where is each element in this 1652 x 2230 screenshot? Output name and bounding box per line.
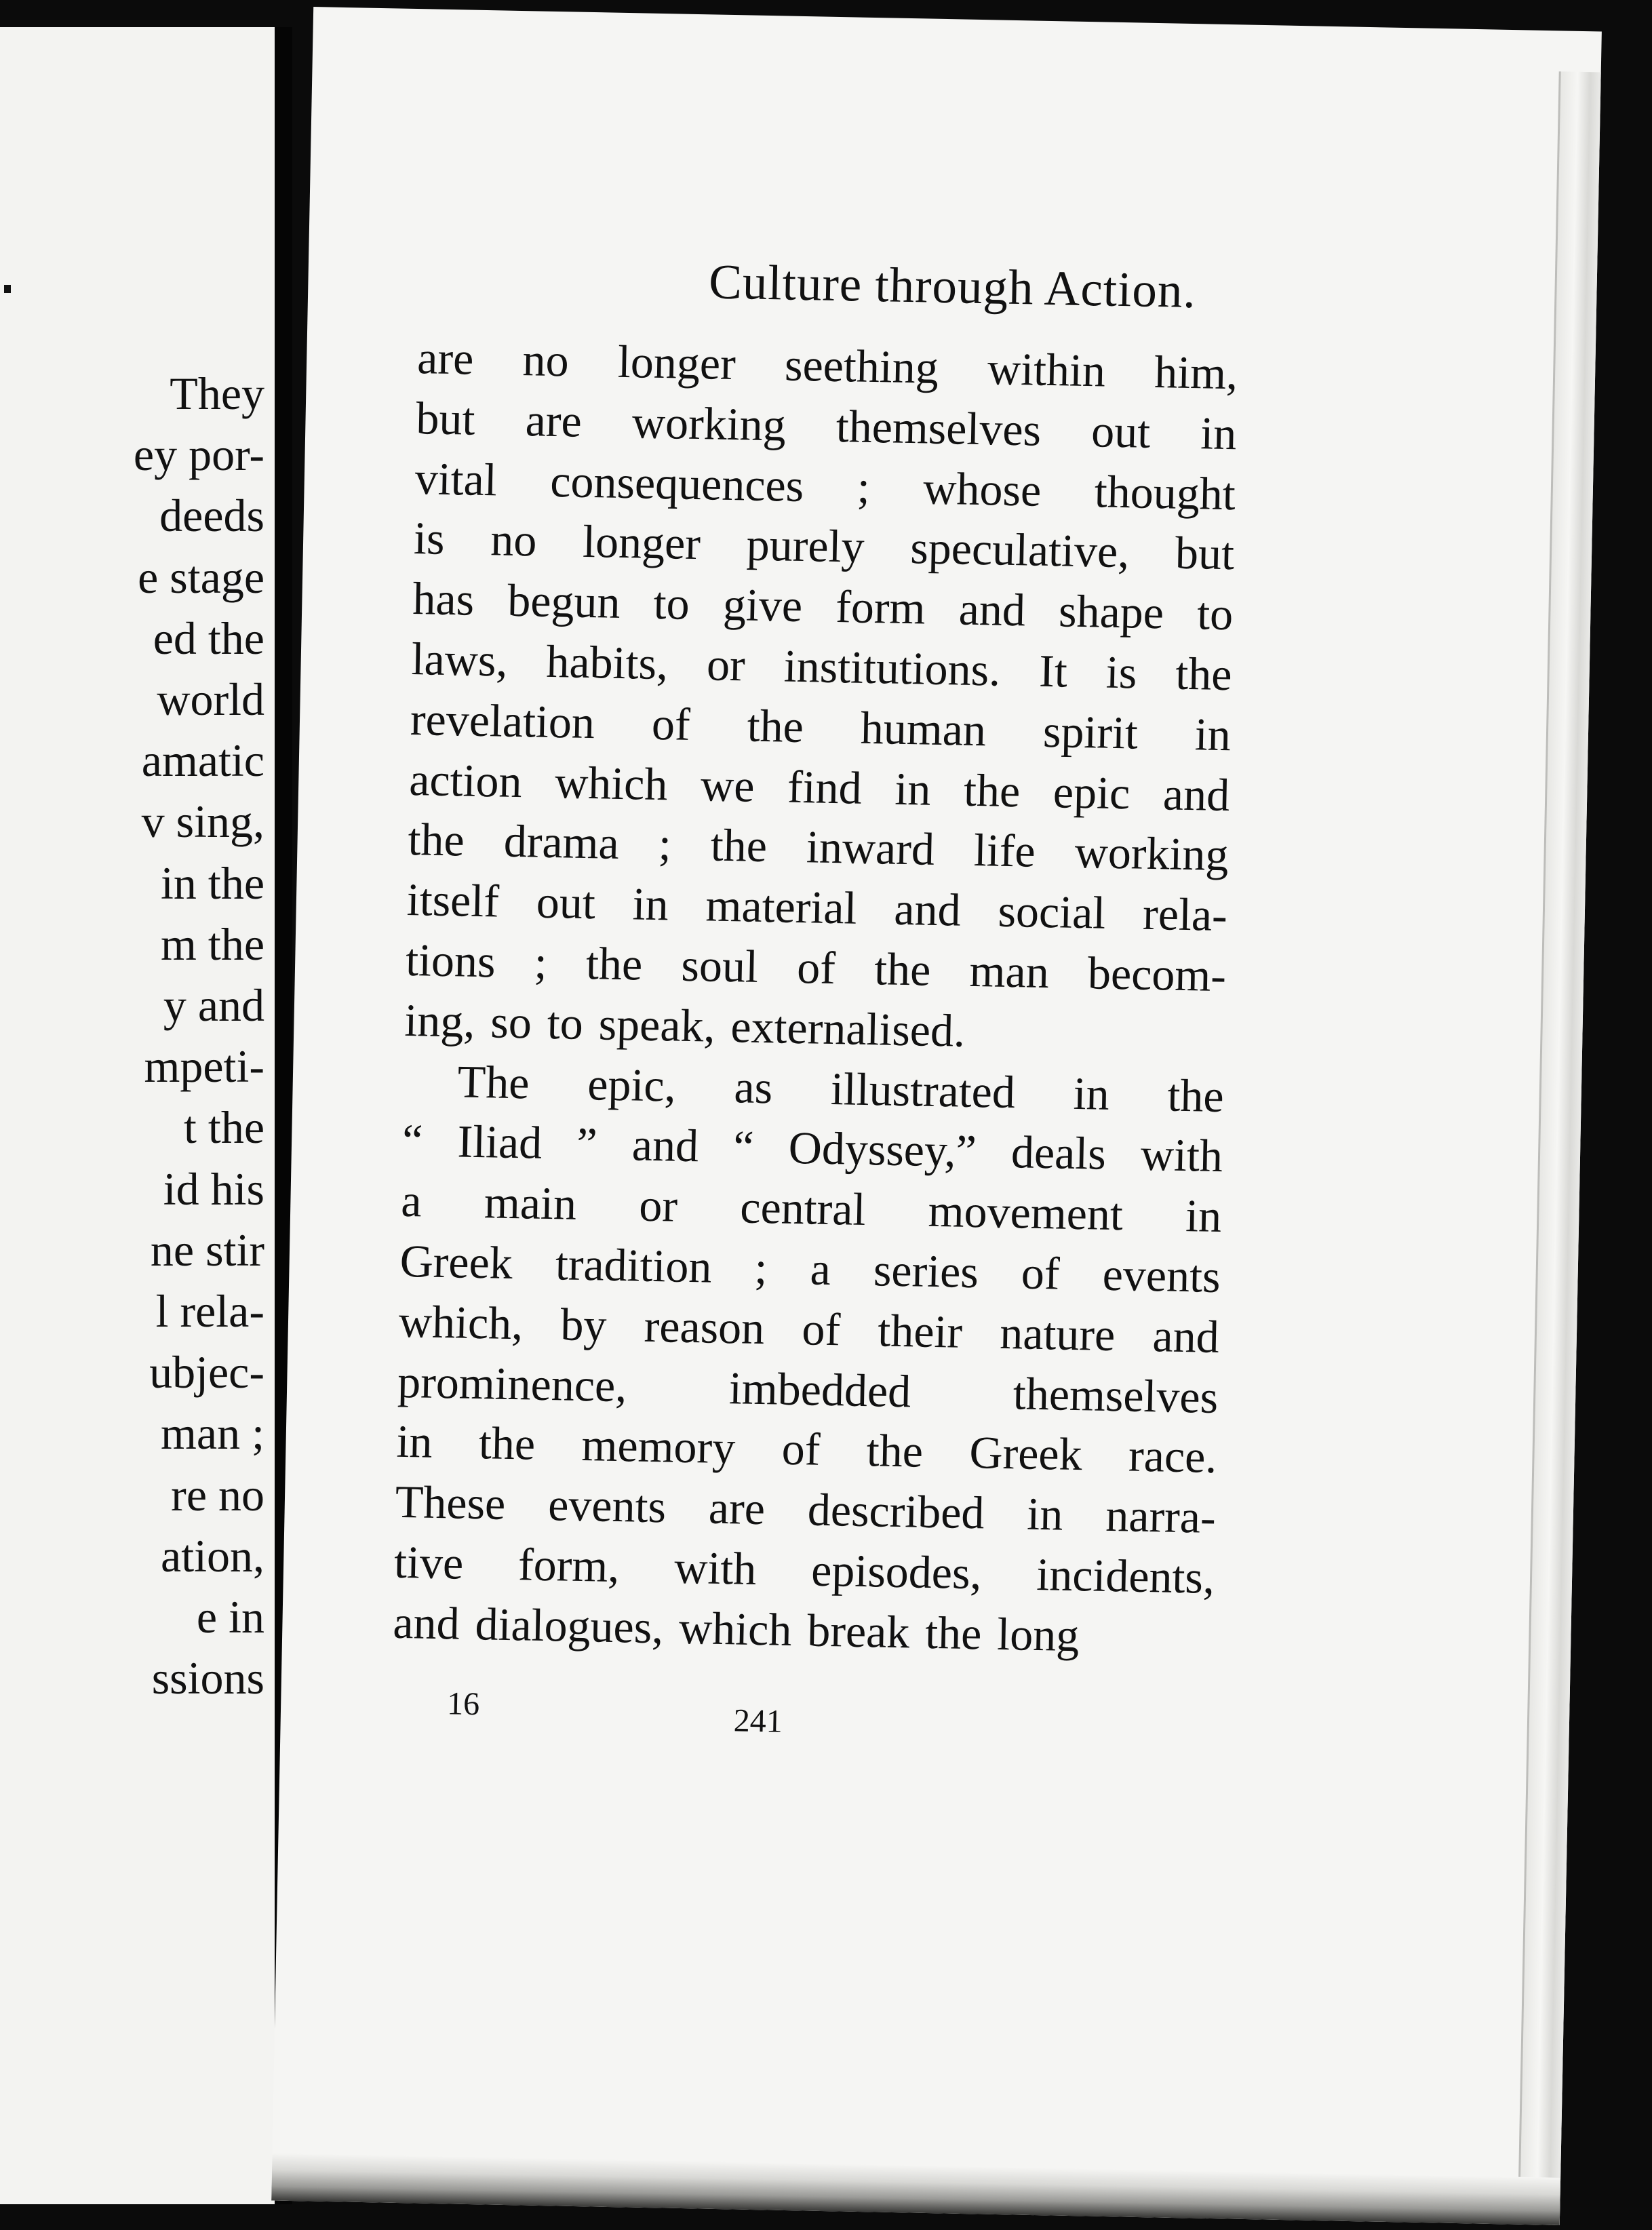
left-line: They: [170, 368, 264, 419]
body-line: prominence, imbedded themselves: [397, 1355, 1219, 1423]
left-line: mpeti-: [144, 1040, 264, 1093]
page-bottom-edge: [271, 2153, 1560, 2225]
left-line: ey por-: [133, 429, 264, 481]
body-line: and dialogues, which break the long: [392, 1596, 1080, 1661]
body-line: is no longer purely speculative, but: [413, 512, 1235, 580]
left-line: y and: [163, 979, 264, 1032]
left-line: e in: [196, 1591, 264, 1643]
body-line: but are working themselves out in: [415, 391, 1238, 460]
left-line: ation,: [161, 1529, 264, 1582]
body-line: ing, so to speak, externalised.: [404, 994, 966, 1057]
body-line: a main or central movement in: [400, 1175, 1222, 1243]
left-line: re no: [171, 1468, 264, 1521]
right-page: [271, 7, 1602, 2225]
body-line: which, by reason of their nature and: [398, 1295, 1220, 1363]
running-head: Culture through Action.: [708, 254, 1197, 319]
left-line: ne stir: [150, 1224, 264, 1276]
left-line: m the: [161, 918, 264, 970]
left-line: ssions: [151, 1652, 264, 1704]
body-line: are no longer seething within him,: [416, 332, 1238, 399]
body-line: Greek tradition ; a series of events: [399, 1234, 1221, 1303]
page-number: 241: [733, 1702, 783, 1740]
left-line: man ;: [161, 1407, 264, 1460]
left-line: deeds: [159, 490, 264, 542]
left-line: ed the: [153, 612, 264, 664]
page-edge-stack: [1518, 71, 1602, 2225]
left-page-mark: [4, 285, 11, 293]
body-line: action which we find in the epic and: [408, 753, 1230, 821]
left-line: in the: [161, 857, 264, 909]
body-line: the drama ; the inward life working: [407, 813, 1230, 881]
left-page-text: [0, 363, 264, 1708]
left-line: v sing,: [141, 796, 264, 848]
body-line: revelation of the human spirit in: [410, 692, 1232, 760]
body-line: laws, habits, or institutions. It is the: [411, 633, 1233, 701]
body-line: has begun to give form and shape to: [412, 572, 1234, 640]
body-line: tions ; the soul of the man becom-: [405, 933, 1227, 1002]
left-line: id his: [163, 1162, 264, 1215]
left-page-fragment: [0, 27, 275, 2204]
left-line: l rela-: [155, 1285, 264, 1337]
left-line: e stage: [138, 551, 264, 603]
signature-mark: 16: [446, 1685, 480, 1723]
body-text: [393, 328, 1238, 1668]
body-line: tive form, with episodes, incidents,: [393, 1535, 1215, 1603]
left-line: world: [157, 673, 264, 726]
body-line: The epic, as illustrated in the: [457, 1055, 1225, 1122]
body-line: “ Iliad ” and “ Odyssey,” deals with: [401, 1114, 1223, 1182]
left-line: t the: [184, 1101, 264, 1154]
left-line: ubjec-: [149, 1346, 264, 1398]
body-line: vital consequences ; whose thought: [414, 452, 1236, 520]
body-line: in the memory of the Greek race.: [395, 1415, 1218, 1483]
left-line: amatic: [141, 735, 264, 787]
body-line: These events are described in narra-: [395, 1475, 1217, 1544]
body-line: itself out in material and social rela-: [406, 874, 1228, 941]
